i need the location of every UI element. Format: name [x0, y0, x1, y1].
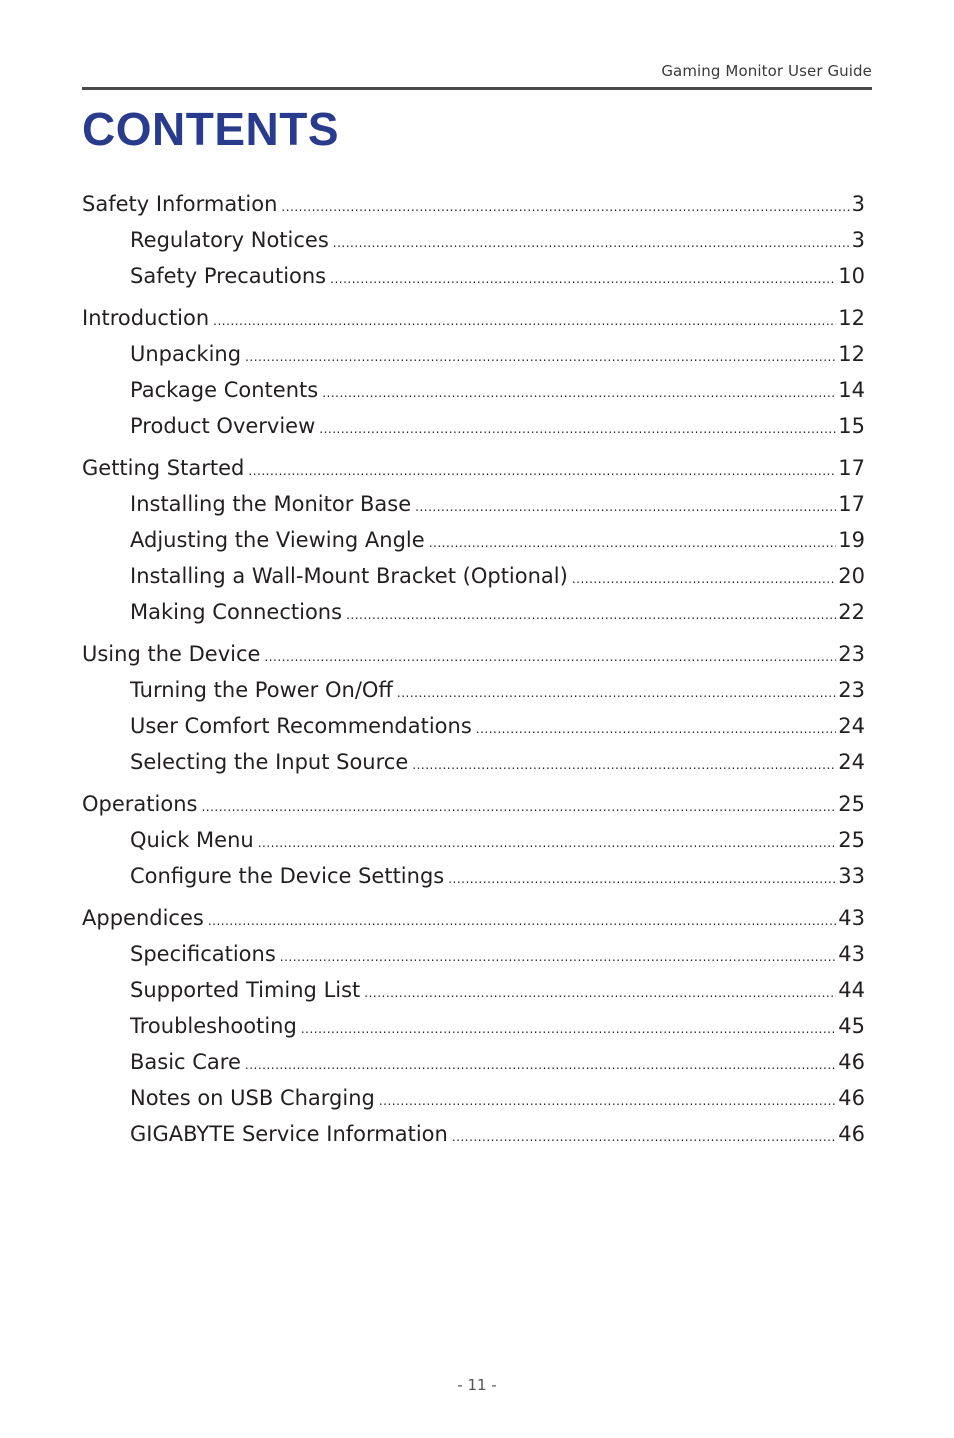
toc-entry-page-number: 25 [838, 792, 865, 816]
toc-subsection-entry[interactable] [82, 708, 865, 744]
toc-section-entry[interactable] [82, 636, 865, 672]
toc-entry-label: Adjusting the Viewing Angle [130, 528, 425, 552]
toc-entry-label: Package Contents [130, 378, 319, 402]
toc-entry-page-number: 33 [838, 864, 865, 888]
toc-entry-label: Appendices [82, 906, 204, 930]
toc-entry-label: Operations [82, 792, 198, 816]
toc-subsection-entry[interactable] [82, 822, 865, 858]
toc-entry-label: Regulatory Notices [130, 228, 329, 252]
toc-dot-leader [364, 975, 836, 1011]
toc-entry-page-number: 23 [838, 642, 865, 666]
toc-subsection-entry[interactable] [82, 1044, 865, 1080]
toc-dot-leader [452, 1119, 836, 1155]
toc-entry-page-number: 17 [838, 492, 865, 516]
toc-entry-label: Turning the Power On/Off [130, 678, 393, 702]
toc-dot-leader [330, 261, 836, 297]
toc-subsection-entry[interactable] [82, 222, 865, 258]
page-number: - 11 - [457, 1376, 497, 1394]
toc-entry-label: Getting Started [82, 456, 245, 480]
toc-subsection-entry[interactable] [82, 672, 865, 708]
toc-entry-label: Supported Timing List [130, 978, 361, 1002]
toc-entry-page-number: 3 [851, 192, 865, 216]
toc-entry-page-number: 24 [838, 750, 865, 774]
toc-entry-page-number: 15 [838, 414, 865, 438]
toc-entry-page-number: 46 [838, 1050, 865, 1074]
toc-dot-leader [572, 561, 836, 597]
toc-dot-leader [322, 375, 836, 411]
toc-section-entry[interactable] [82, 900, 865, 936]
toc-dot-leader [264, 639, 836, 675]
toc-subsection-entry[interactable] [82, 558, 865, 594]
toc-dot-leader [397, 675, 836, 711]
toc-subsection-entry[interactable] [82, 1008, 865, 1044]
toc-entry-label: Specifications [130, 942, 276, 966]
toc-entry-label: User Comfort Recommendations [130, 714, 472, 738]
toc-dot-leader [258, 825, 837, 861]
page-title: CONTENTS [82, 103, 339, 155]
toc-entry-label: Quick Menu [130, 828, 254, 852]
toc-entry-label: Making Connections [130, 600, 343, 624]
toc-entry-page-number: 46 [838, 1122, 865, 1146]
toc-dot-leader [346, 597, 836, 633]
toc-dot-leader [333, 225, 850, 261]
toc-dot-leader [415, 489, 836, 525]
toc-subsection-entry[interactable] [82, 336, 865, 372]
toc-entry-label: Introduction [82, 306, 210, 330]
toc-dot-leader [245, 1047, 836, 1083]
toc-subsection-entry[interactable] [82, 408, 865, 444]
toc-subsection-entry[interactable] [82, 936, 865, 972]
toc-dot-leader [280, 939, 836, 975]
toc-entry-page-number: 3 [851, 228, 865, 252]
toc-entry-label: Unpacking [130, 342, 242, 366]
toc-entry-page-number: 12 [838, 306, 865, 330]
toc-entry-page-number: 14 [838, 378, 865, 402]
toc-entry-page-number: 25 [838, 828, 865, 852]
toc-entry-label: Product Overview [130, 414, 316, 438]
toc-entry-label: Configure the Device Settings [130, 864, 445, 888]
toc-dot-leader [429, 525, 837, 561]
toc-dot-leader [201, 789, 836, 825]
toc-entry-page-number: 43 [838, 906, 865, 930]
toc-subsection-entry[interactable] [82, 858, 865, 894]
toc-entry-page-number: 20 [838, 564, 865, 588]
toc-dot-leader [448, 861, 836, 897]
toc-entry-page-number: 46 [838, 1086, 865, 1110]
toc-dot-leader [379, 1083, 836, 1119]
toc-entry-label: Selecting the Input Source [130, 750, 409, 774]
toc-dot-leader [245, 339, 836, 375]
toc-section-entry[interactable] [82, 450, 865, 486]
toc-entry-page-number: 44 [838, 978, 865, 1002]
toc-entry-label: Installing the Monitor Base [130, 492, 412, 516]
toc-subsection-entry[interactable] [82, 744, 865, 780]
toc-dot-leader [319, 411, 836, 447]
toc-entry-label: Installing a Wall-Mount Bracket (Optional) [130, 564, 568, 588]
toc-entry-label: Using the Device [82, 642, 261, 666]
toc-entry-page-number: 17 [838, 456, 865, 480]
header-divider [82, 87, 872, 90]
toc-entry-page-number: 12 [838, 342, 865, 366]
toc-section-entry[interactable] [82, 186, 865, 222]
toc-dot-leader [281, 189, 849, 225]
toc-entry-label: Safety Information [82, 192, 278, 216]
toc-dot-leader [208, 903, 836, 939]
toc-dot-leader [476, 711, 837, 747]
toc-subsection-entry[interactable] [82, 522, 865, 558]
toc-entry-page-number: 45 [838, 1014, 865, 1038]
toc-entry-label: GIGABYTE Service Information [130, 1122, 448, 1146]
toc-subsection-entry[interactable] [82, 486, 865, 522]
toc-subsection-entry[interactable] [82, 594, 865, 630]
toc-subsection-entry[interactable] [82, 1116, 865, 1152]
toc-section-entry[interactable] [82, 786, 865, 822]
toc-entry-page-number: 43 [838, 942, 865, 966]
running-header: Gaming Monitor User Guide [661, 62, 872, 80]
toc-dot-leader [412, 747, 836, 783]
toc-entry-label: Safety Precautions [130, 264, 327, 288]
toc-entry-label: Troubleshooting [130, 1014, 297, 1038]
toc-subsection-entry[interactable] [82, 1080, 865, 1116]
toc-section-entry[interactable] [82, 300, 865, 336]
toc-entry-page-number: 22 [838, 600, 865, 624]
toc-dot-leader [213, 303, 836, 339]
toc-subsection-entry[interactable] [82, 972, 865, 1008]
toc-dot-leader [248, 453, 836, 489]
toc-entry-page-number: 23 [838, 678, 865, 702]
toc-entry-page-number: 24 [838, 714, 865, 738]
toc-entry-page-number: 10 [838, 264, 865, 288]
table-of-contents [82, 186, 865, 1152]
toc-dot-leader [301, 1011, 836, 1047]
toc-subsection-entry[interactable] [82, 258, 865, 294]
toc-entry-page-number: 19 [838, 528, 865, 552]
toc-entry-label: Notes on USB Charging [130, 1086, 375, 1110]
toc-entry-label: Basic Care [130, 1050, 241, 1074]
toc-subsection-entry[interactable] [82, 372, 865, 408]
